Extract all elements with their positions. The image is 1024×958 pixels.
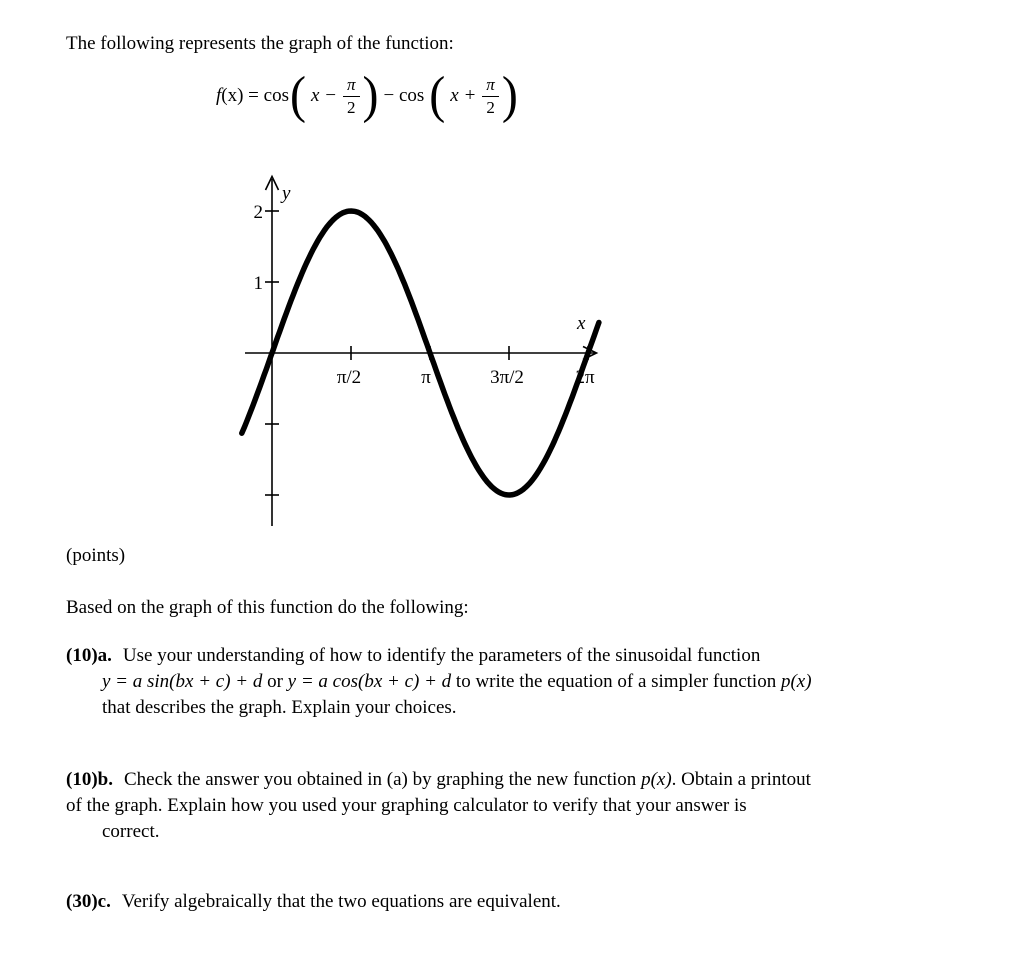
task-10b-line1	[66, 767, 984, 793]
equation-cos: y = a cos(bx + c) + d	[287, 671, 452, 692]
task-10b	[66, 767, 984, 845]
fraction-numerator: π	[343, 75, 360, 96]
formula-equals-cos: (x) = cos	[221, 85, 289, 106]
y-tick-label-2: 2	[253, 202, 263, 223]
formula-arg2: x +	[450, 85, 477, 106]
x-tick-label-2pi: 2π	[575, 367, 595, 388]
task-10a-line3: that describes the graph. Explain your choices.	[102, 697, 457, 718]
intro-text: The following represents the graph of the function:	[66, 33, 454, 54]
x-tick-label-3pi-2: 3π/2	[490, 367, 524, 388]
x-axis-label: x	[577, 313, 586, 334]
or-word: or	[267, 671, 283, 692]
task-10b-line1-post: . Obtain a printout	[671, 769, 811, 790]
based-text: Based on the graph of this function do the following:	[66, 597, 469, 618]
task-10b-line2: of the graph. Explain how you used your graphing calculator to verify that your answer is	[66, 795, 747, 816]
formula-arg1: x −	[310, 85, 337, 106]
fraction-denominator: 2	[347, 97, 356, 117]
task-10a-line2-tail: to write the equation of a simpler function	[455, 671, 777, 692]
task-10b-line1-pre: Check the answer you obtained in (a) by graphing the new function	[123, 769, 637, 790]
fraction-numerator: π	[482, 75, 499, 96]
task-10a-line2	[66, 669, 984, 695]
task-10a-line1-text: Use your understanding of how to identify the parameters of the sinusoidal function	[122, 645, 761, 666]
task-30c	[66, 889, 984, 915]
px-function: p(x)	[641, 769, 672, 790]
task-10b-label: (10)b.	[66, 769, 113, 790]
x-tick-label-pi-2: π/2	[336, 367, 362, 388]
function-graph	[225, 169, 615, 541]
axes	[245, 177, 597, 527]
pi-over-2-fraction	[343, 75, 360, 116]
task-10a	[66, 643, 984, 721]
right-paren-icon: )	[362, 66, 379, 125]
y-tick-label-1: 1	[253, 273, 263, 294]
fraction-denominator: 2	[486, 97, 495, 117]
left-paren-icon: (	[429, 66, 446, 125]
y-axis-label: y	[282, 183, 291, 204]
formula-f: f	[216, 85, 222, 106]
left-paren-icon: (	[289, 66, 306, 125]
x-tick-label-pi: π	[421, 367, 431, 388]
task-30c-text: Verify algebraically that the two equations are equivalent.	[121, 891, 561, 912]
points-label: (points)	[66, 545, 126, 566]
task-10b-line3: correct.	[102, 821, 160, 842]
right-paren-icon: )	[501, 66, 518, 125]
axis-labels	[254, 183, 595, 388]
task-10a-label: (10)a.	[66, 645, 112, 666]
formula-lhs	[216, 85, 289, 107]
function-formula	[216, 67, 519, 125]
pi-over-2-fraction	[482, 75, 499, 116]
task-10a-line1	[66, 643, 984, 669]
formula-operator: − cos	[383, 85, 425, 106]
equation-sin: y = a sin(bx + c) + d	[102, 671, 263, 692]
task-30c-label: (30)c.	[66, 891, 111, 912]
graph-container	[225, 169, 615, 541]
px-function: p(x)	[780, 671, 812, 692]
